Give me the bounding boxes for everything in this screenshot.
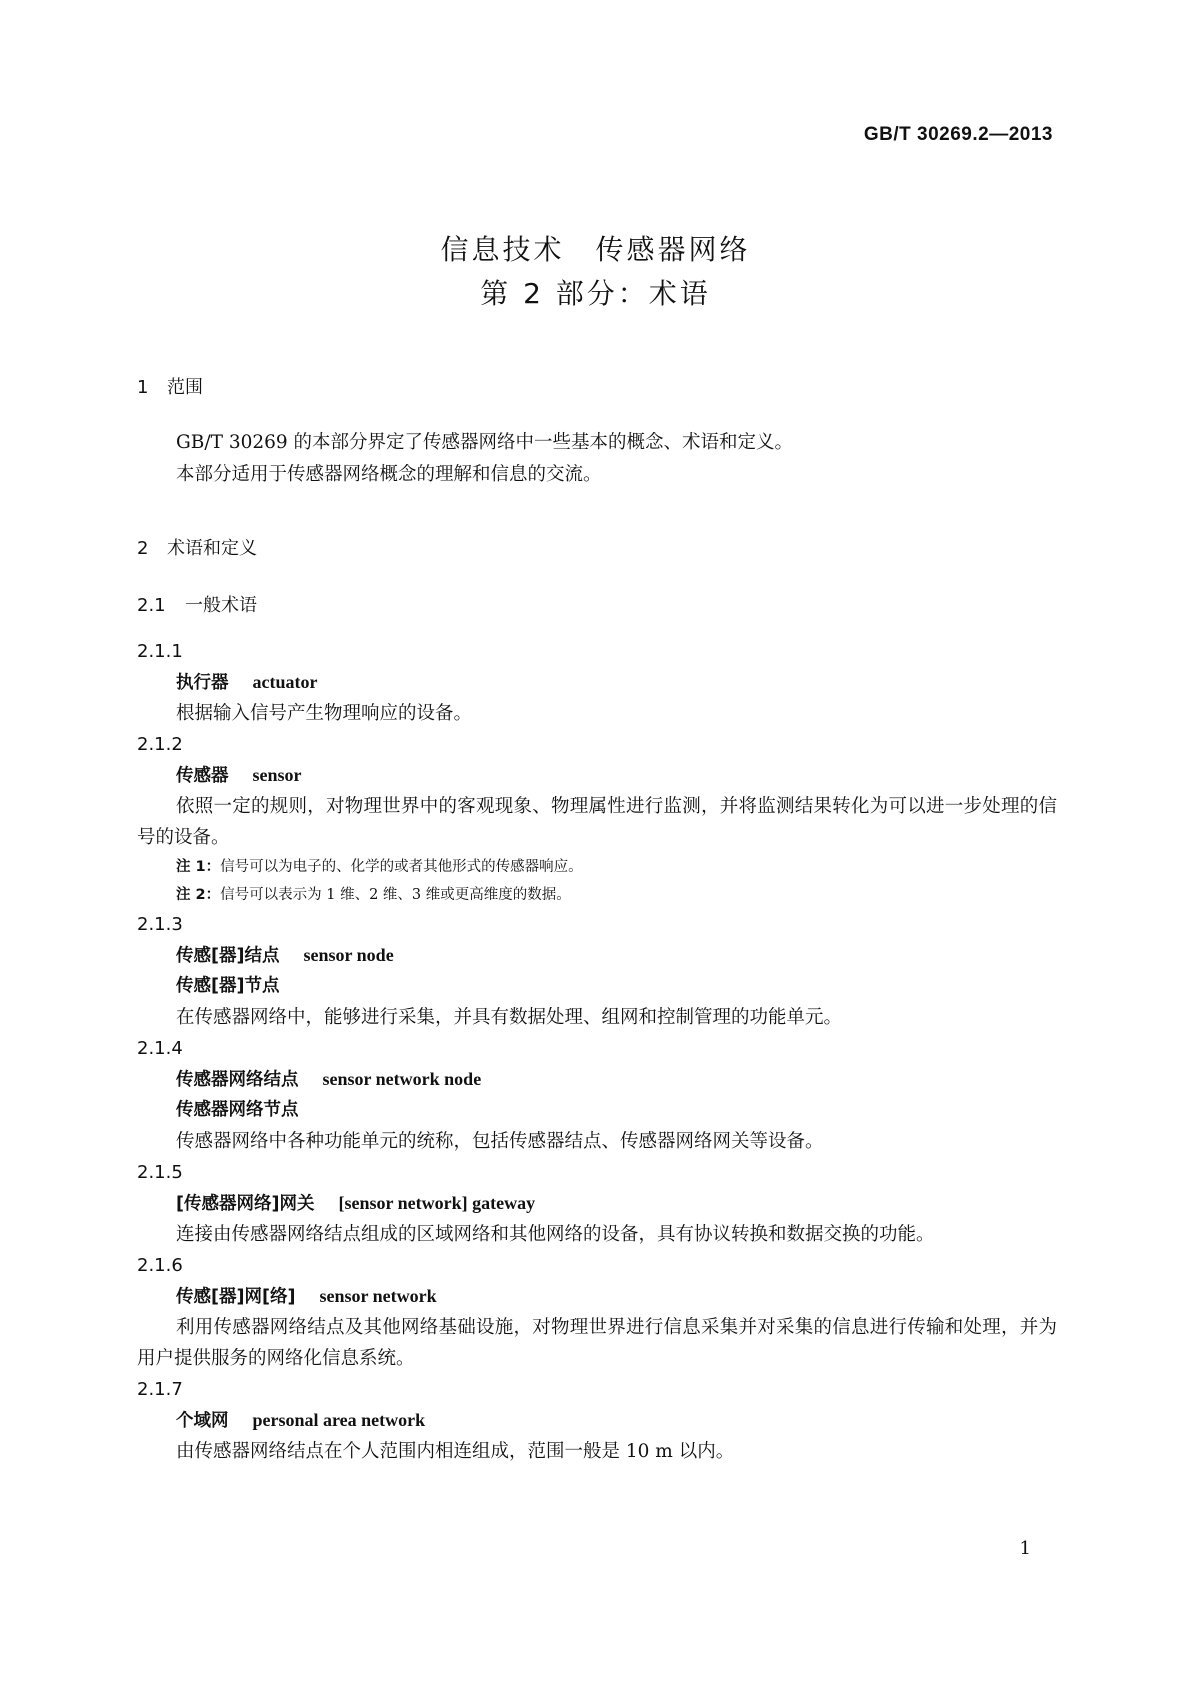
term-name <box>137 940 1057 971</box>
term-note <box>137 853 1057 881</box>
section-title: 术语和定义 <box>167 538 257 559</box>
section-number: 2 <box>137 538 149 559</box>
term-name-zh: 传感器 <box>176 766 229 786</box>
term-name-zh: 执行器 <box>176 673 229 693</box>
term-definition: 根据输入信号产生物理响应的设备。 <box>176 703 473 724</box>
section-number: 1 <box>137 377 149 398</box>
term-name-en: sensor network node <box>322 1069 482 1089</box>
term-number: 2.1.3 <box>137 914 183 935</box>
term-name-zh: 个域网 <box>176 1411 229 1431</box>
term-name-en: actuator <box>252 672 318 692</box>
section-heading-scope <box>137 373 203 399</box>
term-name-zh: 传感[器]结点 <box>176 946 280 966</box>
term-name-zh: 传感器网络结点 <box>176 1070 299 1090</box>
term-name-en: [sensor network] gateway <box>338 1193 536 1213</box>
term-name <box>137 667 1057 698</box>
term-definition: 传感器网络中各种功能单元的统称，包括传感器结点、传感器网络网关等设备。 <box>176 1131 824 1152</box>
term-number: 2.1.1 <box>137 641 183 662</box>
note-text: 信号可以为电子的、化学的或者其他形式的传感器响应。 <box>220 859 583 875</box>
term-name <box>137 1188 1057 1219</box>
page-number: 1 <box>1019 1538 1031 1559</box>
subsection-number: 2.1 <box>137 595 166 616</box>
term-number: 2.1.2 <box>137 734 183 755</box>
term-entry <box>137 729 1057 909</box>
term-number: 2.1.7 <box>137 1379 183 1400</box>
scope-paragraph-2: 本部分适用于传感器网络概念的理解和信息的交流。 <box>176 464 602 485</box>
term-entry <box>137 1157 1057 1250</box>
term-name-zh: [传感器网络]网关 <box>176 1194 315 1214</box>
scope-paragraph-1: GB/T 30269 的本部分界定了传感器网络中一些基本的概念、术语和定义。 <box>176 432 794 453</box>
term-definition: 依照一定的规则，对物理世界中的客观现象、物理属性进行监测，并将监测结果转化为可以进一步处理的信号的设备。 <box>137 796 1057 848</box>
term-number: 2.1.6 <box>137 1255 183 1276</box>
term-definition: 利用传感器网络结点及其他网络基础设施，对物理世界进行信息采集并对采集的信息进行传输和处理，并为用户提供服务的网络化信息系统。 <box>137 1317 1057 1369</box>
term-name <box>137 1064 1057 1095</box>
term-name-zh: 传感[器]网[络] <box>176 1287 296 1307</box>
term-list <box>137 636 1057 1467</box>
document-title: 信息技术 传感器网络 <box>440 233 751 266</box>
term-entry <box>137 909 1057 1033</box>
note-text: 信号可以表示为 1 维、2 维、3 维或更高维度的数据。 <box>220 887 571 903</box>
term-alt-name-zh: 传感器网络节点 <box>176 1100 299 1120</box>
term-name-en: sensor <box>252 765 302 785</box>
term-name <box>137 1281 1057 1312</box>
term-definition: 在传感器网络中，能够进行采集，并具有数据处理、组网和控制管理的功能单元。 <box>176 1007 843 1028</box>
subsection-title: 一般术语 <box>185 595 257 616</box>
term-definition: 连接由传感器网络结点组成的区域网络和其他网络的设备，具有协议转换和数据交换的功能。 <box>176 1224 935 1245</box>
term-name-en: personal area network <box>252 1410 426 1430</box>
term-entry <box>137 1033 1057 1157</box>
term-number: 2.1.5 <box>137 1162 183 1183</box>
term-entry <box>137 1250 1057 1374</box>
term-name <box>137 1405 1057 1436</box>
standard-number: GB/T 30269.2—2013 <box>863 124 1053 145</box>
term-name <box>137 760 1057 791</box>
term-entry <box>137 1374 1057 1467</box>
term-alternative-name <box>137 971 1057 1002</box>
note-label: 注 1： <box>176 859 221 875</box>
term-definition: 由传感器网络结点在个人范围内相连组成，范围一般是 10 m 以内。 <box>176 1441 735 1462</box>
term-name-en: sensor node <box>303 945 394 965</box>
section-title: 范围 <box>167 377 203 398</box>
term-entry <box>137 636 1057 729</box>
section-heading-terms <box>137 534 257 560</box>
note-label: 注 2： <box>176 887 221 903</box>
term-alt-name-zh: 传感[器]节点 <box>176 976 280 996</box>
term-note <box>137 881 1057 909</box>
document-subtitle: 第 2 部分：术语 <box>480 277 711 310</box>
term-number: 2.1.4 <box>137 1038 183 1059</box>
term-name-en: sensor network <box>319 1286 437 1306</box>
subsection-heading-general-terms <box>137 591 257 617</box>
term-alternative-name <box>137 1095 1057 1126</box>
